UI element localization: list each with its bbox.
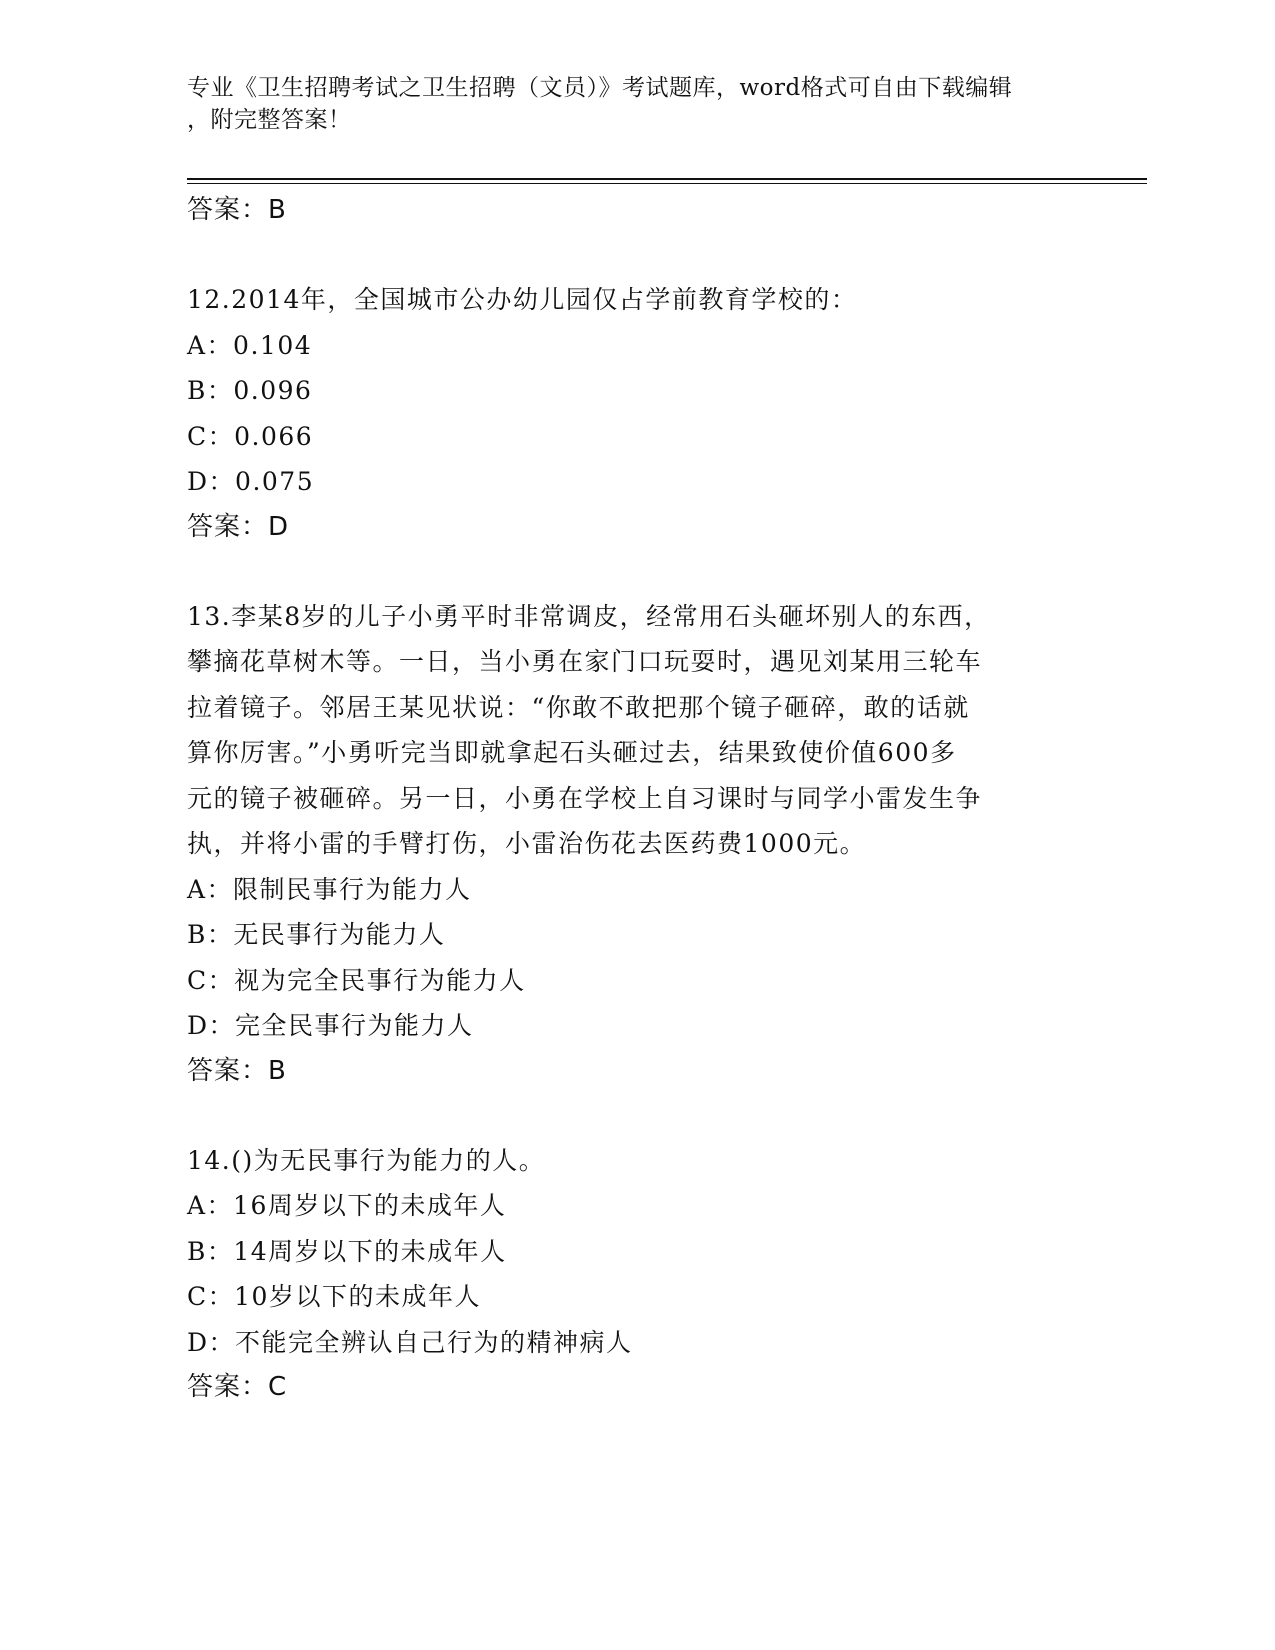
question-stem-line: 13.李某8岁的儿子小勇平时非常调皮，经常用石头砸坏别人的东西，: [187, 601, 991, 631]
spacer: [187, 1093, 1067, 1138]
option-c: C：10岁以下的未成年人: [187, 1282, 481, 1311]
header-divider-thin: [187, 183, 1147, 184]
document-header: [187, 72, 1067, 136]
question-stem-line: 拉着镜子。邻居王某见状说：“你敢不敢把那个镜子砸碎，敢的话就: [187, 692, 970, 722]
answer: 答案：C: [187, 1372, 288, 1402]
option-a: A：16周岁以下的未成年人: [187, 1191, 507, 1220]
option-d: D：不能完全辨认自己行为的精神病人: [187, 1327, 633, 1357]
option-b: B：14周岁以下的未成年人: [187, 1236, 507, 1266]
question-stem-line: 元的镜子被砸碎。另一日，小勇在学校上自习课时与同学小雷发生争: [187, 783, 983, 813]
header-line-1: 专业《卫生招聘考试之卫生招聘（文员）》考试题库，word格式可自由下载编辑: [187, 75, 1013, 101]
question-stem-line: 算你厉害。”小勇听完当即就拿起石头砸过去，结果致使价值600多: [187, 738, 957, 767]
question-12: [187, 277, 1067, 549]
question-stem-line: 执，并将小雷的手臂打伤，小雷治伤花去医药费1000元。: [187, 829, 867, 858]
header-divider: [187, 178, 1147, 180]
spacer: [187, 232, 1067, 277]
option-a: A：0.104: [187, 330, 313, 360]
question-stem-line: 攀摘花草树木等。一日，当小勇在家门口玩耍时，遇见刘某用三轮车: [187, 647, 983, 676]
option-b: B：无民事行为能力人: [187, 920, 446, 949]
previous-answer: 答案：B: [187, 195, 287, 225]
option-a: A：限制民事行为能力人: [187, 874, 472, 904]
header-line-2: ，附完整答案！: [187, 107, 352, 133]
answer: 答案：B: [187, 1055, 287, 1086]
option-d: D：完全民事行为能力人: [187, 1011, 474, 1040]
option-d: D：0.075: [187, 467, 315, 496]
question-stem: 12.2014年，全国城市公办幼儿园仅占学前教育学校的：: [187, 285, 858, 314]
option-c: C：0.066: [187, 421, 314, 451]
option-c: C：视为完全民事行为能力人: [187, 965, 526, 995]
question-list: [187, 188, 1067, 1409]
question-13: [187, 594, 1067, 1093]
question-stem: 14.()为无民事行为能力的人。: [187, 1145, 546, 1175]
question-14: [187, 1138, 1067, 1410]
answer: 答案：D: [187, 511, 290, 542]
option-b: B：0.096: [187, 376, 313, 405]
spacer: [187, 549, 1067, 594]
